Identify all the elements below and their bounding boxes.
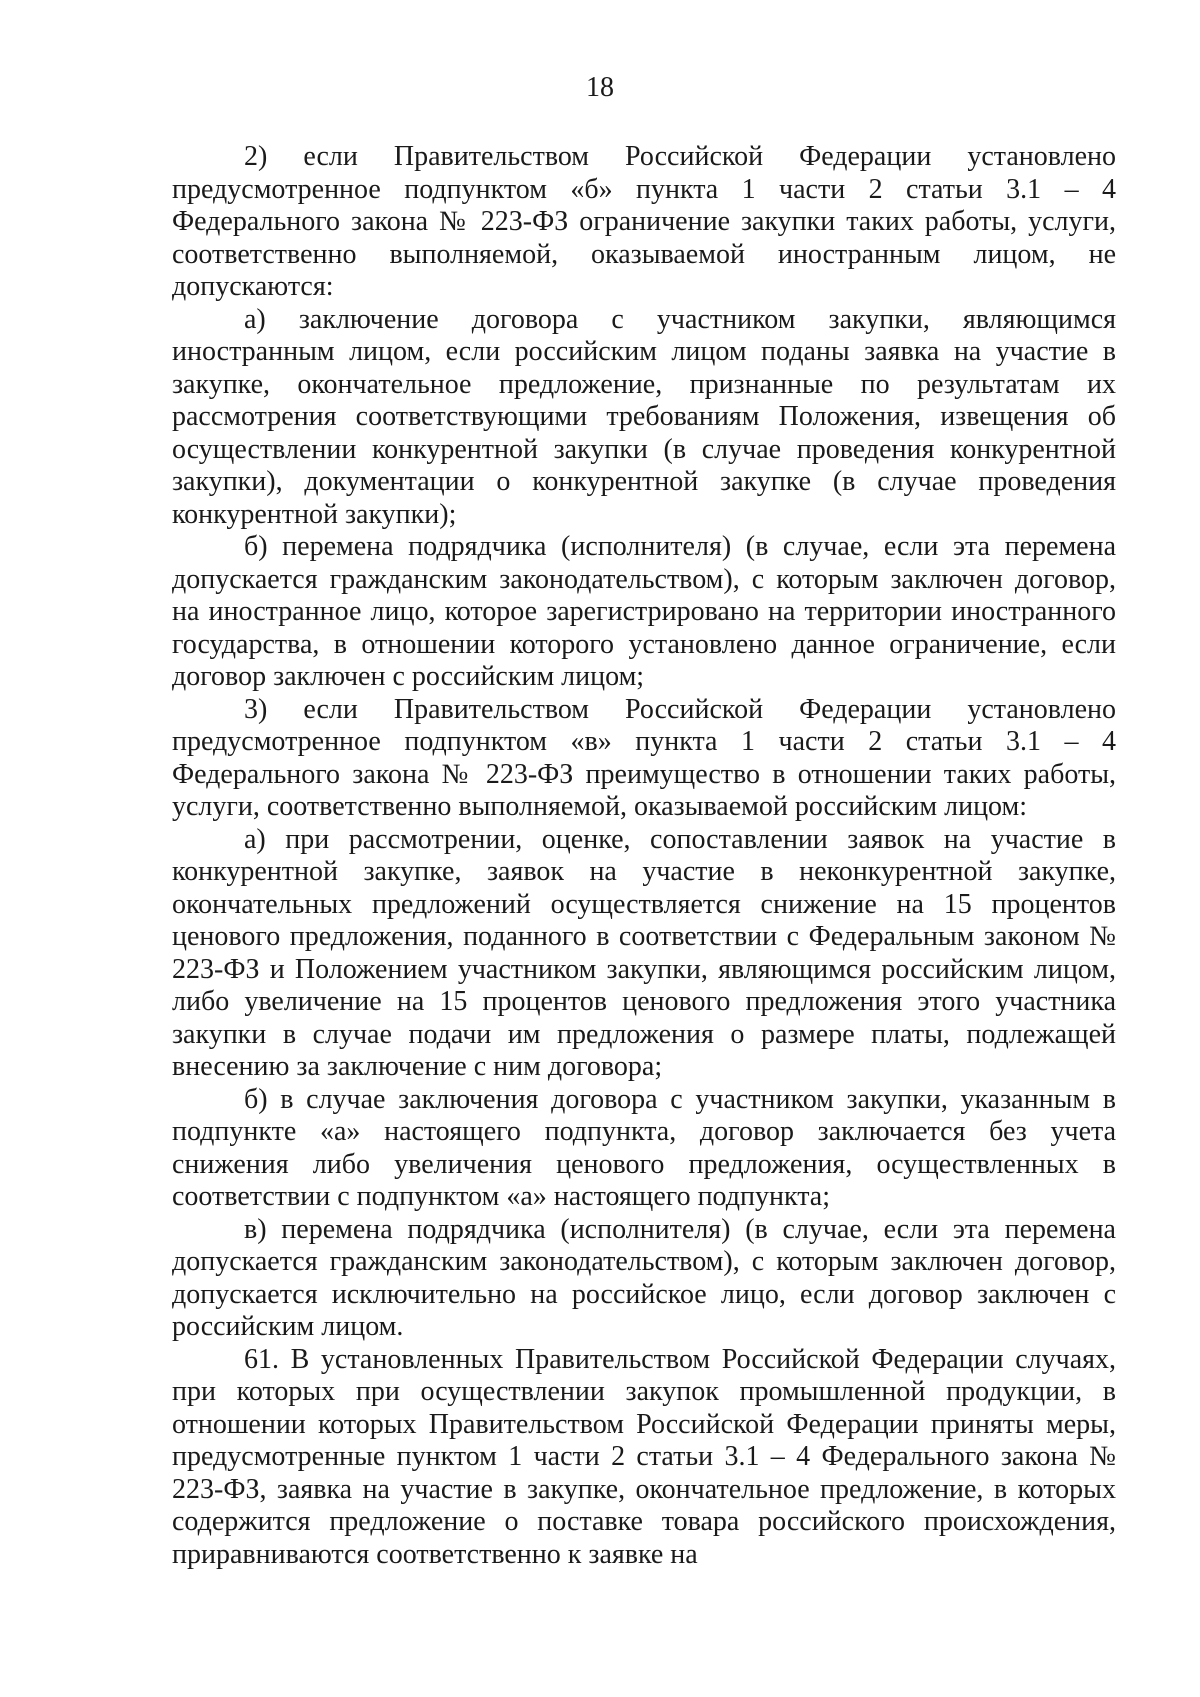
paragraph-subitem-2b: б) перемена подрядчика (исполнителя) (в случае, если эта перемена допускается гражданским законодательством), с которым заключен договор, на иностранное лицо, которое зарегистрировано на территории иностранного государства, в отношении которого установлено данное ограничение, если договор заключен с российским лицом; <box>172 531 1116 692</box>
paragraph-subitem-3a: а) при рассмотрении, оценке, сопоставлении заявок на участие в конкурентной закупке, заявок на участие в неконкурентной закупке, окончательных предложений осуществляется снижение на 15 процентов ценового предложения, поданного в соответствии с Федеральным законом № 223-ФЗ и Положением участником закупки, являющимся российским лицом, либо увеличение на 15 процентов ценового предложения этого участника закупки в случае подачи им предложения о размере платы, подлежащей внесению за заключение с ним договора; <box>172 823 1116 1082</box>
paragraph-section-61: 61. В установленных Правительством Российской Федерации случаях, при которых при осуществлении закупок промышленной продукции, в отношении которых Правительством Российской Федерации приняты меры, предусмотренные пунктом 1 части 2 статьи 3.1 – 4 Федерального закона № 223-ФЗ, заявка на участие в закупке, окончательное предложение, в которых содержится предложение о поставке товара российского происхождения, приравниваются соответственно к заявке на <box>172 1343 1116 1570</box>
paragraph-item-3: 3) если Правительством Российской Федерации установлено предусмотренное подпунктом «в» пункта 1 части 2 статьи 3.1 – 4 Федерального закона № 223-ФЗ преимущество в отношении таких работы, услуги, соответственно выполняемой, оказываемой российским лицом: <box>172 693 1116 822</box>
paragraph-subitem-2a: а) заключение договора с участником закупки, являющимся иностранным лицом, если российским лицом поданы заявка на участие в закупке, окончательное предложение, признанные по результатам их рассмотрения соответствующими требованиям Положения, извещения об осуществлении конкурентной закупки (в случае проведения конкурентной закупки), документации о конкурентной закупке (в случае проведения конкурентной закупки); <box>172 303 1116 530</box>
page-number: 18 <box>586 72 614 103</box>
document-body <box>172 141 1116 1571</box>
paragraph-subitem-3v: в) перемена подрядчика (исполнителя) (в случае, если эта перемена допускается гражданским законодательством), с которым заключен договор, допускается исключительно на российское лицо, если договор заключен с российским лицом. <box>172 1213 1116 1342</box>
paragraph-item-2: 2) если Правительством Российской Федерации установлено предусмотренное подпунктом «б» пункта 1 части 2 статьи 3.1 – 4 Федерального закона № 223-ФЗ ограничение закупки таких работы, услуги, соответственно выполняемой, оказываемой иностранным лицом, не допускаются: <box>172 141 1116 302</box>
paragraph-subitem-3b: б) в случае заключения договора с участником закупки, указанным в подпункте «а» настоящего подпункта, договор заключается без учета снижения либо увеличения ценового предложения, осуществленных в соответствии с подпунктом «а» настоящего подпункта; <box>172 1083 1116 1212</box>
